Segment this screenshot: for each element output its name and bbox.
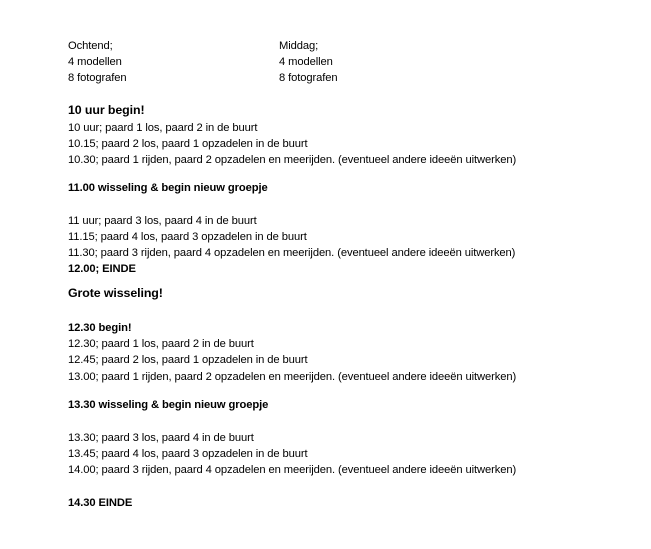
afternoon-models: 4 modellen	[279, 56, 333, 69]
block3-title: 12.30 begin!	[68, 322, 132, 335]
block4-line-2: 13.45; paard 4 los, paard 3 opzadelen in de buurt	[68, 447, 308, 460]
block3-line-1: 12.30; paard 1 los, paard 2 in de buurt	[68, 338, 254, 351]
block2-title: 11.00 wisseling & begin nieuw groepje	[68, 181, 268, 194]
morning-photographers: 8 fotografen	[68, 72, 127, 85]
morning-label: Ochtend;	[68, 40, 113, 52]
block1-line-1: 10 uur; paard 1 los, paard 2 in de buurt	[68, 122, 258, 134]
block4-line-3: 14.00; paard 3 rijden, paard 4 opzadelen en meerijden. (eventueel andere ideeën uitwerken)	[68, 464, 517, 477]
block2-line-1: 11 uur; paard 3 los, paard 4 in de buurt	[68, 214, 257, 227]
afternoon-label: Middag;	[279, 40, 319, 52]
block3-line-3: 13.00; paard 1 rijden, paard 2 opzadelen en meerijden. (eventueel andere ideeën uitwerken)	[68, 370, 517, 383]
header-columns	[68, 38, 643, 87]
afternoon-photographers: 8 fotografen	[279, 72, 338, 85]
block1-title: 10 uur begin!	[68, 103, 145, 117]
block1-line-3: 10.30; paard 1 rijden, paard 2 opzadelen en meerijden. (eventueel andere ideeën uitwerken)	[68, 154, 517, 167]
block4-title: 13.30 wisseling & begin nieuw groepje	[68, 398, 269, 411]
block3-line-2: 12.45; paard 2 los, paard 1 opzadelen in de buurt	[68, 354, 308, 367]
block1-line-2: 10.15; paard 2 los, paard 1 opzadelen in de buurt	[68, 138, 308, 151]
document-page	[68, 38, 643, 511]
block2-end: 12.00; EINDE	[68, 263, 136, 276]
morning-models: 4 modellen	[68, 56, 122, 69]
morning-column	[68, 38, 127, 87]
block4-line-1: 13.30; paard 3 los, paard 4 in de buurt	[68, 431, 254, 444]
final-end: 14.30 EINDE	[68, 497, 133, 510]
big-change-heading: Grote wisseling!	[68, 286, 163, 301]
afternoon-column	[279, 38, 338, 87]
block2-line-2: 11.15; paard 4 los, paard 3 opzadelen in de buurt	[68, 230, 307, 243]
block2-line-3: 11.30; paard 3 rijden, paard 4 opzadelen en meerijden. (eventueel andere ideeën uitwerken)	[68, 246, 516, 259]
